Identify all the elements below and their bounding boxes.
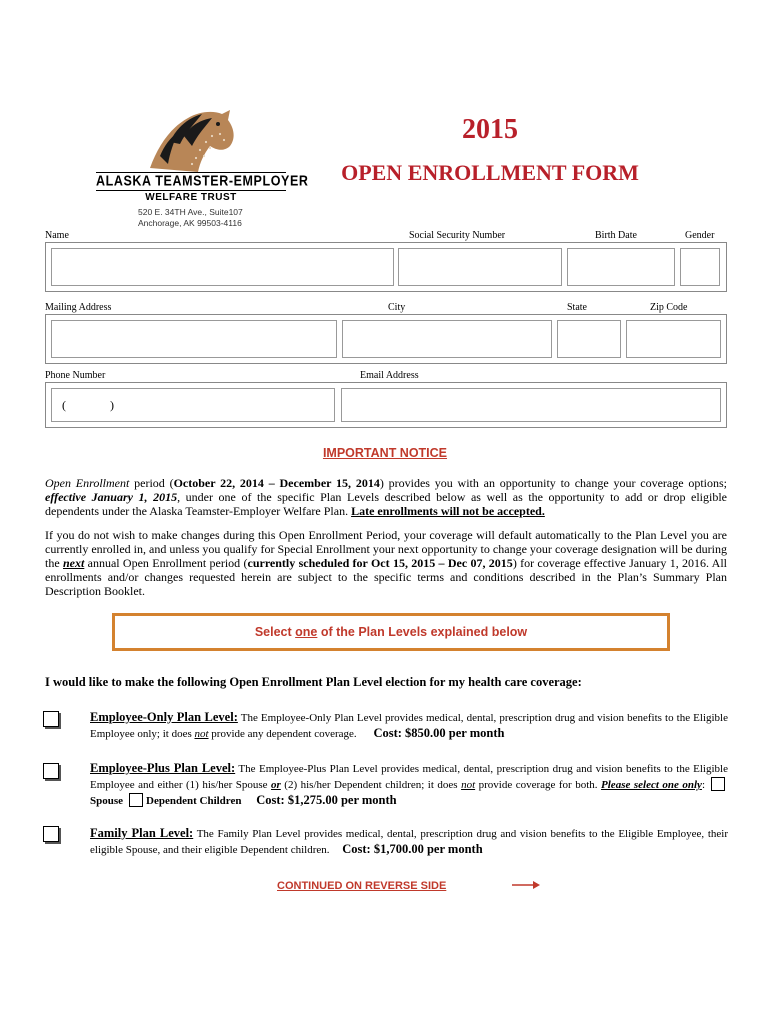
zip-code-field[interactable] bbox=[626, 320, 721, 358]
employee-plus-not: not bbox=[461, 779, 476, 791]
continued-on-reverse: CONTINUED ON REVERSE SIDE bbox=[277, 880, 447, 892]
address-line-1: 520 E. 34TH Ave., Suite107 bbox=[138, 207, 243, 217]
employee-plus-plan bbox=[90, 761, 728, 809]
logo-rule-bottom bbox=[96, 190, 286, 191]
spouse-checkbox[interactable] bbox=[711, 777, 725, 791]
family-checkbox[interactable] bbox=[43, 826, 59, 842]
notice-paragraph-1 bbox=[45, 476, 727, 518]
org-name: ALASKA TEAMSTER-EMPLOYER bbox=[96, 172, 309, 190]
birth-date-field[interactable] bbox=[567, 248, 675, 286]
employee-plus-desc-c: provide coverage for both. bbox=[475, 779, 602, 791]
select-plan-banner bbox=[112, 613, 670, 651]
employee-only-plan bbox=[90, 710, 728, 742]
select-post: of the Plan Levels explained below bbox=[317, 625, 528, 639]
name-label: Name bbox=[45, 230, 69, 241]
phone-field[interactable] bbox=[51, 388, 335, 422]
employee-only-cost: Cost: $850.00 per month bbox=[373, 726, 505, 740]
employee-only-desc-b: provide any dependent coverage. bbox=[208, 728, 357, 740]
form-title: OPEN ENROLLMENT FORM bbox=[341, 160, 639, 185]
form-year: 2015 bbox=[462, 114, 518, 145]
trust-logo bbox=[96, 104, 309, 230]
org-address bbox=[138, 207, 243, 229]
row-address-info bbox=[45, 314, 727, 364]
p1-text-d: ) provides you with an opportunity to change your coverage options; bbox=[379, 476, 728, 490]
select-pre: Select bbox=[254, 625, 296, 639]
p2-scheduled: currently scheduled for Oct 15, 2015 – Dec 07, 2015 bbox=[247, 556, 513, 570]
phone-close-paren: ) bbox=[110, 398, 114, 412]
family-plan-name: Family Plan Level: bbox=[90, 826, 194, 840]
employee-plus-desc-a: The Employee-Plus Plan Level provides medical, dental, prescription drug and vision benefits to the Eligible Employee and either (1) his/her Spouse bbox=[90, 763, 728, 791]
employee-only-desc-a: The Employee-Only Plan Level provides medical, dental, prescription drug and vision benefits to the Eligible Employee only; it does bbox=[90, 712, 728, 740]
email-field[interactable] bbox=[341, 388, 721, 422]
phone-label: Phone Number bbox=[45, 370, 106, 381]
select-plan-text bbox=[115, 625, 667, 639]
right-arrow-icon bbox=[511, 879, 541, 891]
dependent-children-label: Dependent Children bbox=[146, 795, 242, 807]
city-field[interactable] bbox=[342, 320, 552, 358]
horse-head-icon bbox=[140, 106, 240, 174]
p2-text-a: If you do not wish to make changes during this Open Enrollment Period, your coverage will default automatically to the Plan Level you are currently enrolled in, and unless you qualify for Special Enrollment your next opportunity to change your coverage designation will be during the bbox=[45, 528, 727, 570]
p1-late: Late enrollments will not be accepted. bbox=[351, 504, 545, 518]
family-plan bbox=[90, 826, 728, 858]
mailing-address-label: Mailing Address bbox=[45, 302, 112, 313]
org-subtitle: WELFARE TRUST bbox=[145, 192, 237, 203]
p1-open-enrollment: Open Enrollment bbox=[45, 476, 130, 490]
family-cost: Cost: $1,700.00 per month bbox=[342, 842, 483, 856]
p1-text-f: , under one of the specific Plan Levels described below as well as the opportunity to add or drop eligible dependents under the Alaska Teamster-Employer Welfare Plan. bbox=[45, 490, 727, 518]
mailing-address-field[interactable] bbox=[51, 320, 337, 358]
address-line-2: Anchorage, AK 99503-4116 bbox=[138, 218, 242, 228]
email-label: Email Address bbox=[360, 370, 419, 381]
state-field[interactable] bbox=[557, 320, 621, 358]
row-personal-info bbox=[45, 242, 727, 292]
p2-text-e: ) for coverage effective January 1, 2016. All enrollments and/or changes requested herein are subject to the specific terms and conditions described in the Plan’s Summary Plan Description Booklet. bbox=[45, 556, 728, 598]
p2-next: next bbox=[62, 556, 85, 570]
p2-text-c: annual Open Enrollment period ( bbox=[84, 556, 248, 570]
employee-plus-or: or bbox=[271, 779, 281, 791]
employee-plus-desc-b: (2) his/her Dependent children; it does bbox=[280, 779, 462, 791]
election-intro: I would like to make the following Open Enrollment Plan Level election for my health care coverage: bbox=[45, 675, 582, 689]
gender-field[interactable] bbox=[680, 248, 720, 286]
employee-plus-colon: : bbox=[701, 779, 705, 791]
city-label: City bbox=[388, 302, 406, 313]
p1-text-b: period ( bbox=[129, 476, 174, 490]
row-contact-info bbox=[45, 382, 727, 428]
notice-paragraph-2 bbox=[45, 528, 727, 598]
ssn-label: Social Security Number bbox=[409, 230, 506, 241]
select-emph: one bbox=[295, 625, 318, 639]
birth-date-label: Birth Date bbox=[595, 230, 637, 241]
name-field[interactable] bbox=[51, 248, 394, 286]
zip-code-label: Zip Code bbox=[650, 302, 688, 313]
gender-label: Gender bbox=[685, 230, 715, 241]
dependent-children-checkbox[interactable] bbox=[129, 793, 143, 807]
employee-only-not: not bbox=[194, 728, 209, 740]
employee-only-plan-name: Employee-Only Plan Level: bbox=[90, 710, 238, 724]
notice-title: IMPORTANT NOTICE bbox=[322, 446, 448, 460]
state-label: State bbox=[567, 302, 587, 313]
ssn-field[interactable] bbox=[398, 248, 562, 286]
spouse-label: Spouse bbox=[90, 795, 124, 807]
p1-effective: effective January 1, 2015 bbox=[45, 490, 178, 504]
employee-only-checkbox[interactable] bbox=[43, 711, 59, 727]
employee-plus-checkbox[interactable] bbox=[43, 763, 59, 779]
family-desc: The Family Plan Level provides medical, dental, prescription drug and vision benefits to the Eligible Employee, their eligible Spouse, and their eligible Dependent children. bbox=[90, 828, 728, 856]
employee-plus-select-one: Please select one only bbox=[601, 779, 702, 791]
p1-dates: October 22, 2014 – December 15, 2014 bbox=[173, 476, 380, 490]
employee-plus-plan-name: Employee-Plus Plan Level: bbox=[90, 761, 236, 775]
employee-plus-cost: Cost: $1,275.00 per month bbox=[256, 793, 397, 807]
phone-open-paren: ( bbox=[62, 398, 66, 412]
